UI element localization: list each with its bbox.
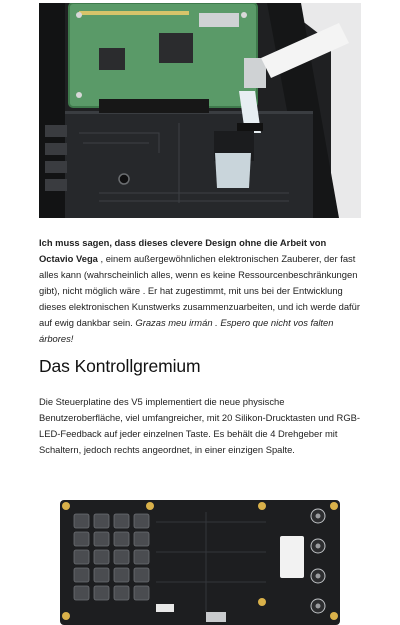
section-paragraph: Die Steuerplatine des V5 implementiert die neue physische Benutzeroberfläche, viel umfangreicher, mit 20 Silikon-Drucktasten und RGB-LED-Feedback auf jeder einzelnen Taste. Es behält die 4 Drehgeber mit Schaltern, jedoch rechts angeordnet, in einer einzigen Spalte.: [39, 396, 360, 455]
board-photo-bottom: [56, 492, 344, 625]
intro-bold-text: Ich muss sagen, dass dieses clevere Design ohne die Arbeit von Octavio Vega: [39, 237, 327, 264]
board-photo-top: [39, 3, 361, 218]
intro-italic-text: Grazas meu irmán . Espero que nicht vos falten árbores!: [39, 317, 334, 344]
intro-paragraph: [39, 235, 363, 347]
intro-text: , einem außergewöhnlichen elektronischen Zauberer, der fast alles kann (wahrscheinlich alles, wenn es keine Ressourcenbeschränkungen gibt), nicht möglich wäre . Er hat zugestimmt, mit uns bei der Entwicklung dieses elektronischen Kunstwerks zusammenzuarbeiten, und ich werde dafür auf ewig dankbar sein.: [39, 253, 361, 328]
section-heading: Das Kontrollgremium: [39, 356, 201, 376]
